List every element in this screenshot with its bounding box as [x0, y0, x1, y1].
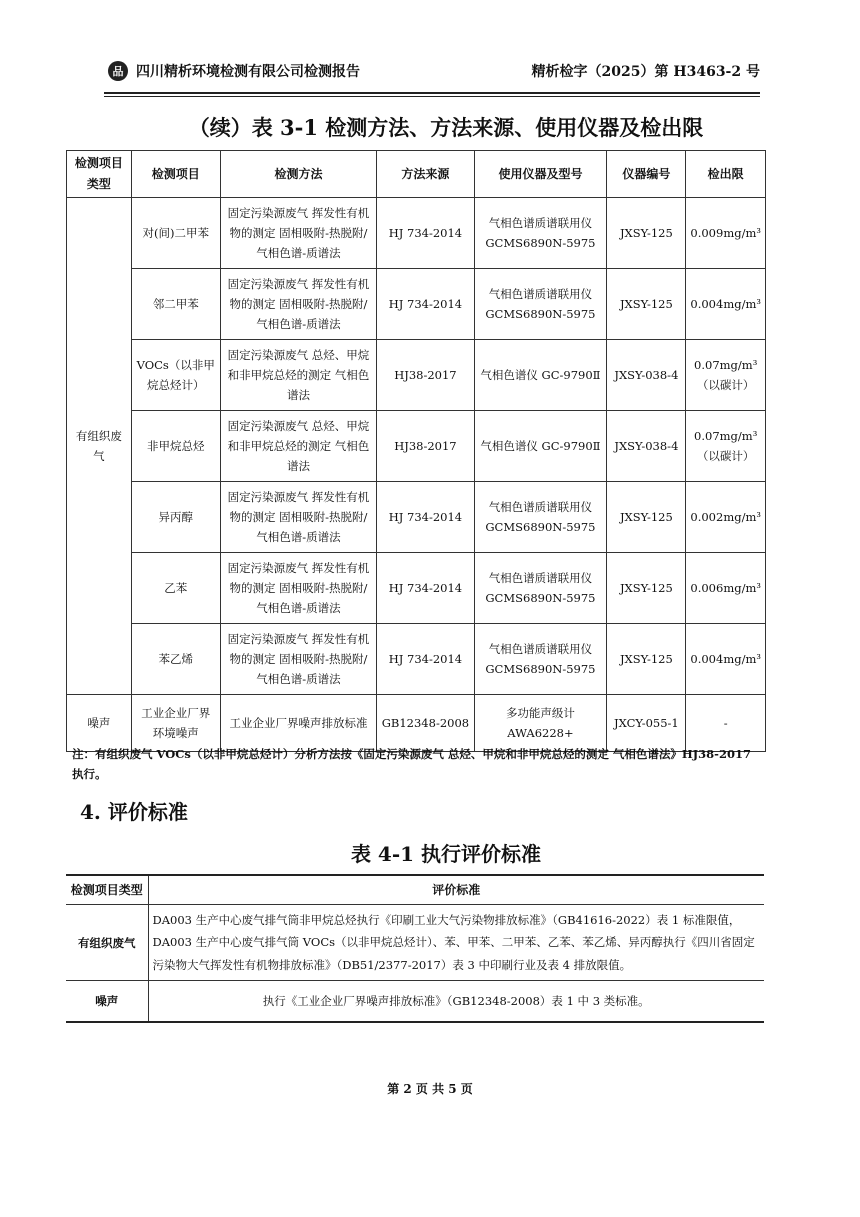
code-cell: JXSY-125 [607, 269, 686, 340]
source-cell: HJ 734-2014 [377, 553, 474, 624]
instrument-cell: 气相色谱质谱联用仪 GCMS6890N-5975 [474, 198, 607, 269]
company-logo-icon: 品 [108, 61, 128, 81]
table-row [67, 624, 766, 695]
table-note: 注：有组织废气 VOCs（以非甲烷总烃计）分析方法按《固定污染源废气 总烃、甲烷和非甲烷总烃的测定 气相色谱法》HJ38-2017 执行。 [72, 747, 751, 782]
item-cell: 邻二甲苯 [131, 269, 220, 340]
table-header-row [67, 151, 766, 198]
table-row [67, 340, 766, 411]
source-cell: HJ38-2017 [377, 411, 474, 482]
item-cell: 非甲烷总烃 [131, 411, 220, 482]
table-row [67, 269, 766, 340]
category-cell: 有组织废气 [66, 905, 148, 981]
table-row [66, 905, 764, 981]
limit-cell: 0.004mg/m³ [686, 624, 766, 695]
category-cell: 噪声 [67, 695, 132, 752]
source-cell: HJ38-2017 [377, 340, 474, 411]
category-cell: 噪声 [66, 981, 148, 1023]
table-4-1 [66, 874, 764, 1023]
limit-cell: 0.009mg/m³ [686, 198, 766, 269]
table-row [66, 981, 764, 1023]
header-cell: 仪器编号 [607, 151, 686, 198]
header-cell: 检测方法 [220, 151, 377, 198]
method-cell: 固定污染源废气 总烃、甲烷和非甲烷总烃的测定 气相色谱法 [220, 411, 377, 482]
category-cell: 有组织废气 [67, 198, 132, 695]
code-cell: JXCY-055-1 [607, 695, 686, 752]
item-cell: 工业企业厂界环境噪声 [131, 695, 220, 752]
source-cell: HJ 734-2014 [377, 482, 474, 553]
limit-cell: 0.006mg/m³ [686, 553, 766, 624]
source-cell: HJ 734-2014 [377, 269, 474, 340]
method-cell: 固定污染源废气 挥发性有机物的测定 固相吸附-热脱附/气相色谱-质谱法 [220, 482, 377, 553]
instrument-cell: 气相色谱仪 GC-9790Ⅱ [474, 411, 607, 482]
page-number: 第 2 页 共 5 页 [387, 1082, 473, 1096]
table-header-row [66, 875, 764, 905]
instrument-cell: 气相色谱质谱联用仪 GCMS6890N-5975 [474, 624, 607, 695]
item-cell: VOCs（以非甲烷总烃计） [131, 340, 220, 411]
limit-cell: 0.002mg/m³ [686, 482, 766, 553]
method-cell: 工业企业厂界噪声排放标准 [220, 695, 377, 752]
method-cell: 固定污染源废气 挥发性有机物的测定 固相吸附-热脱附/气相色谱-质谱法 [220, 198, 377, 269]
header-left [108, 61, 360, 81]
header-cell: 方法来源 [377, 151, 474, 198]
instrument-cell: 气相色谱质谱联用仪 GCMS6890N-5975 [474, 553, 607, 624]
code-cell: JXSY-125 [607, 624, 686, 695]
method-cell: 固定污染源废气 总烃、甲烷和非甲烷总烃的测定 气相色谱法 [220, 340, 377, 411]
standard-cell: DA003 生产中心废气排气筒非甲烷总烃执行《印刷工业大气污染物排放标准》（GB41616-2022）表 1 标准限值，DA003 生产中心废气排气筒 VOCs（以非甲烷总烃计）、苯、甲苯、二甲苯、乙苯、苯乙烯、异丙醇执行《四川省固定污染物大气挥发性有机物排放标准》（DB51/2377-2017）表 3 中印刷行业及表 4 排放限值。 [148, 905, 764, 981]
table-row [67, 411, 766, 482]
item-cell: 对(间)二甲苯 [131, 198, 220, 269]
instrument-cell: 气相色谱质谱联用仪 GCMS6890N-5975 [474, 482, 607, 553]
standard-cell: 执行《工业企业厂界噪声排放标准》（GB12348-2008）表 1 中 3 类标准。 [148, 981, 764, 1023]
page-header [108, 52, 760, 90]
code-cell: JXSY-038-4 [607, 340, 686, 411]
code-cell: JXSY-038-4 [607, 411, 686, 482]
limit-cell: 0.07mg/m³（以碳计） [686, 340, 766, 411]
code-cell: JXSY-125 [607, 198, 686, 269]
section-heading: 4. 评价标准 [80, 800, 188, 824]
item-cell: 苯乙烯 [131, 624, 220, 695]
header-cell: 检测项目类型 [67, 151, 132, 198]
table-row [67, 482, 766, 553]
source-cell: HJ 734-2014 [377, 624, 474, 695]
limit-cell: 0.07mg/m³（以碳计） [686, 411, 766, 482]
source-cell: HJ 734-2014 [377, 198, 474, 269]
report-number: 精析检字（2025）第 H3463-2 号 [531, 64, 760, 80]
instrument-cell: 多功能声级计 AWA6228+ [474, 695, 607, 752]
table-row [67, 198, 766, 269]
source-cell: GB12348-2008 [377, 695, 474, 752]
item-cell: 乙苯 [131, 553, 220, 624]
table-row [67, 553, 766, 624]
method-cell: 固定污染源废气 挥发性有机物的测定 固相吸附-热脱附/气相色谱-质谱法 [220, 624, 377, 695]
header-cell: 检测项目 [131, 151, 220, 198]
header-divider-thin [104, 96, 760, 97]
table-row [67, 695, 766, 752]
limit-cell: 0.004mg/m³ [686, 269, 766, 340]
instrument-cell: 气相色谱仪 GC-9790Ⅱ [474, 340, 607, 411]
table-3-1-title: （续）表 3-1 检测方法、方法来源、使用仪器及检出限 [188, 115, 704, 140]
method-cell: 固定污染源废气 挥发性有机物的测定 固相吸附-热脱附/气相色谱-质谱法 [220, 269, 377, 340]
item-cell: 异丙醇 [131, 482, 220, 553]
instrument-cell: 气相色谱质谱联用仪 GCMS6890N-5975 [474, 269, 607, 340]
header-divider [104, 92, 760, 94]
method-cell: 固定污染源废气 挥发性有机物的测定 固相吸附-热脱附/气相色谱-质谱法 [220, 553, 377, 624]
company-name: 四川精析环境检测有限公司检测报告 [136, 64, 360, 80]
table-4-1-title: 表 4-1 执行评价标准 [350, 842, 542, 866]
header-cell: 检测项目类型 [66, 875, 148, 905]
limit-cell: - [686, 695, 766, 752]
code-cell: JXSY-125 [607, 553, 686, 624]
header-cell: 使用仪器及型号 [474, 151, 607, 198]
code-cell: JXSY-125 [607, 482, 686, 553]
table-3-1 [66, 150, 766, 752]
header-cell: 评价标准 [148, 875, 764, 905]
header-cell: 检出限 [686, 151, 766, 198]
